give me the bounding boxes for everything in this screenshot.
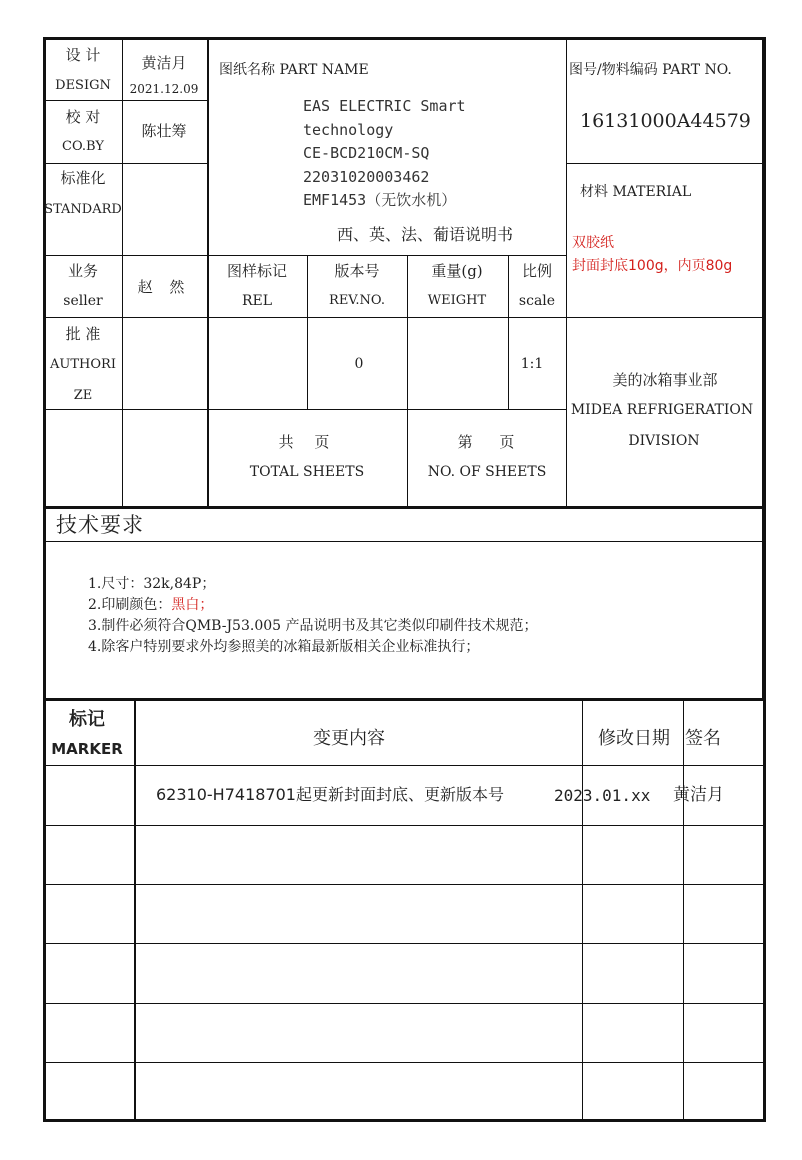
- requirement-item-2-prefix: 2.印刷颜色：: [88, 597, 172, 613]
- scale-label-en: scale: [518, 293, 556, 309]
- seller-label-cn: 业务: [67, 262, 99, 280]
- approve-label-cn: 批 准: [65, 325, 101, 343]
- design-label-en: DESIGN: [55, 78, 111, 93]
- sheet-no-cn: 第 页: [457, 433, 515, 451]
- approve-label-en-2: ZE: [73, 388, 93, 403]
- material-label: 材料 MATERIAL: [580, 184, 692, 200]
- approve-label-en-1: AUTHORI: [50, 357, 116, 372]
- part-name-label: 图纸名称 PART NAME: [219, 62, 369, 78]
- part-name-line-1: EAS ELECTRIC Smart: [303, 97, 466, 115]
- seller-label-en: seller: [63, 293, 103, 309]
- rel-label-en: REL: [241, 293, 273, 309]
- requirement-item-3: 3.制件必须符合QMB-J53.005 产品说明书及其它类似印刷件技术规范；: [88, 618, 538, 634]
- material-value-2: 封面封底100g，内页80g: [572, 258, 733, 274]
- company-name-en-1: MIDEA REFRIGERATION: [570, 402, 754, 418]
- marker-header-cn: 标记: [69, 709, 105, 730]
- part-no-value: 16131000A44579: [580, 110, 751, 132]
- part-no-label: 图号/物料编码 PART NO.: [569, 62, 732, 78]
- requirement-item-4: 4.除客户特别要求外均参照美的冰箱最新版相关企业标准执行；: [88, 639, 480, 655]
- change-row-1-content: 62310-H7418701起更新封面封底、更新版本号: [156, 785, 504, 804]
- change-row-1-signature: 黄洁月: [673, 785, 724, 805]
- part-name-line-5: EMF1453（无饮水机）: [303, 191, 457, 209]
- seller-name: 赵 然: [137, 278, 191, 296]
- designer-name: 黄洁月: [141, 54, 187, 72]
- part-name-block: [303, 95, 466, 213]
- scale-label-cn: 比例: [521, 262, 553, 280]
- change-row-1-date: 2023.01.xx: [554, 786, 651, 805]
- tech-requirements-heading: 技术要求: [56, 513, 144, 537]
- total-sheets-cn: 共 页: [278, 433, 330, 451]
- design-label-cn: 设 计: [65, 46, 101, 64]
- signature-header: 签名: [685, 728, 721, 749]
- sheet-no-en: NO. OF SHEETS: [427, 464, 547, 480]
- part-name-line-3: CE-BCD210CM-SQ: [303, 144, 430, 162]
- requirement-item-1: 1.尺寸：32k,84P；: [88, 576, 216, 592]
- print-color-value: 黑白；: [171, 597, 214, 613]
- marker-header-en: MARKER: [51, 740, 123, 758]
- rev-label-cn: 版本号: [334, 262, 380, 280]
- company-name-cn: 美的冰箱事业部: [612, 371, 718, 389]
- manual-languages: 西、英、法、葡语说明书: [337, 225, 514, 244]
- rev-label-en: REV.NO.: [329, 293, 385, 308]
- design-date: 2021.12.09: [129, 82, 199, 96]
- part-name-line-4: 22031020003462: [303, 167, 430, 186]
- check-label-cn: 校 对: [65, 108, 101, 126]
- rel-label-cn: 图样标记: [226, 262, 288, 280]
- tech-requirements-list: [88, 574, 538, 658]
- weight-label-en: WEIGHT: [427, 293, 487, 308]
- check-label-en: CO.BY: [62, 139, 104, 154]
- part-name-line-2: technology: [303, 120, 394, 139]
- checker-name: 陈壮筹: [141, 122, 187, 140]
- change-content-header: 变更内容: [313, 728, 385, 749]
- standard-label-cn: 标准化: [60, 169, 106, 187]
- requirement-item-2: [88, 595, 538, 616]
- standard-label-en: STANDARD: [44, 202, 122, 217]
- total-sheets-en: TOTAL SHEETS: [249, 464, 365, 480]
- weight-label-cn: 重量(g): [431, 262, 483, 280]
- scale-value: 1:1: [520, 356, 544, 372]
- company-name-en-2: DIVISION: [628, 433, 700, 449]
- rev-value: 0: [354, 356, 364, 372]
- change-date-header: 修改日期: [598, 728, 670, 749]
- material-value-1: 双胶纸: [572, 235, 614, 251]
